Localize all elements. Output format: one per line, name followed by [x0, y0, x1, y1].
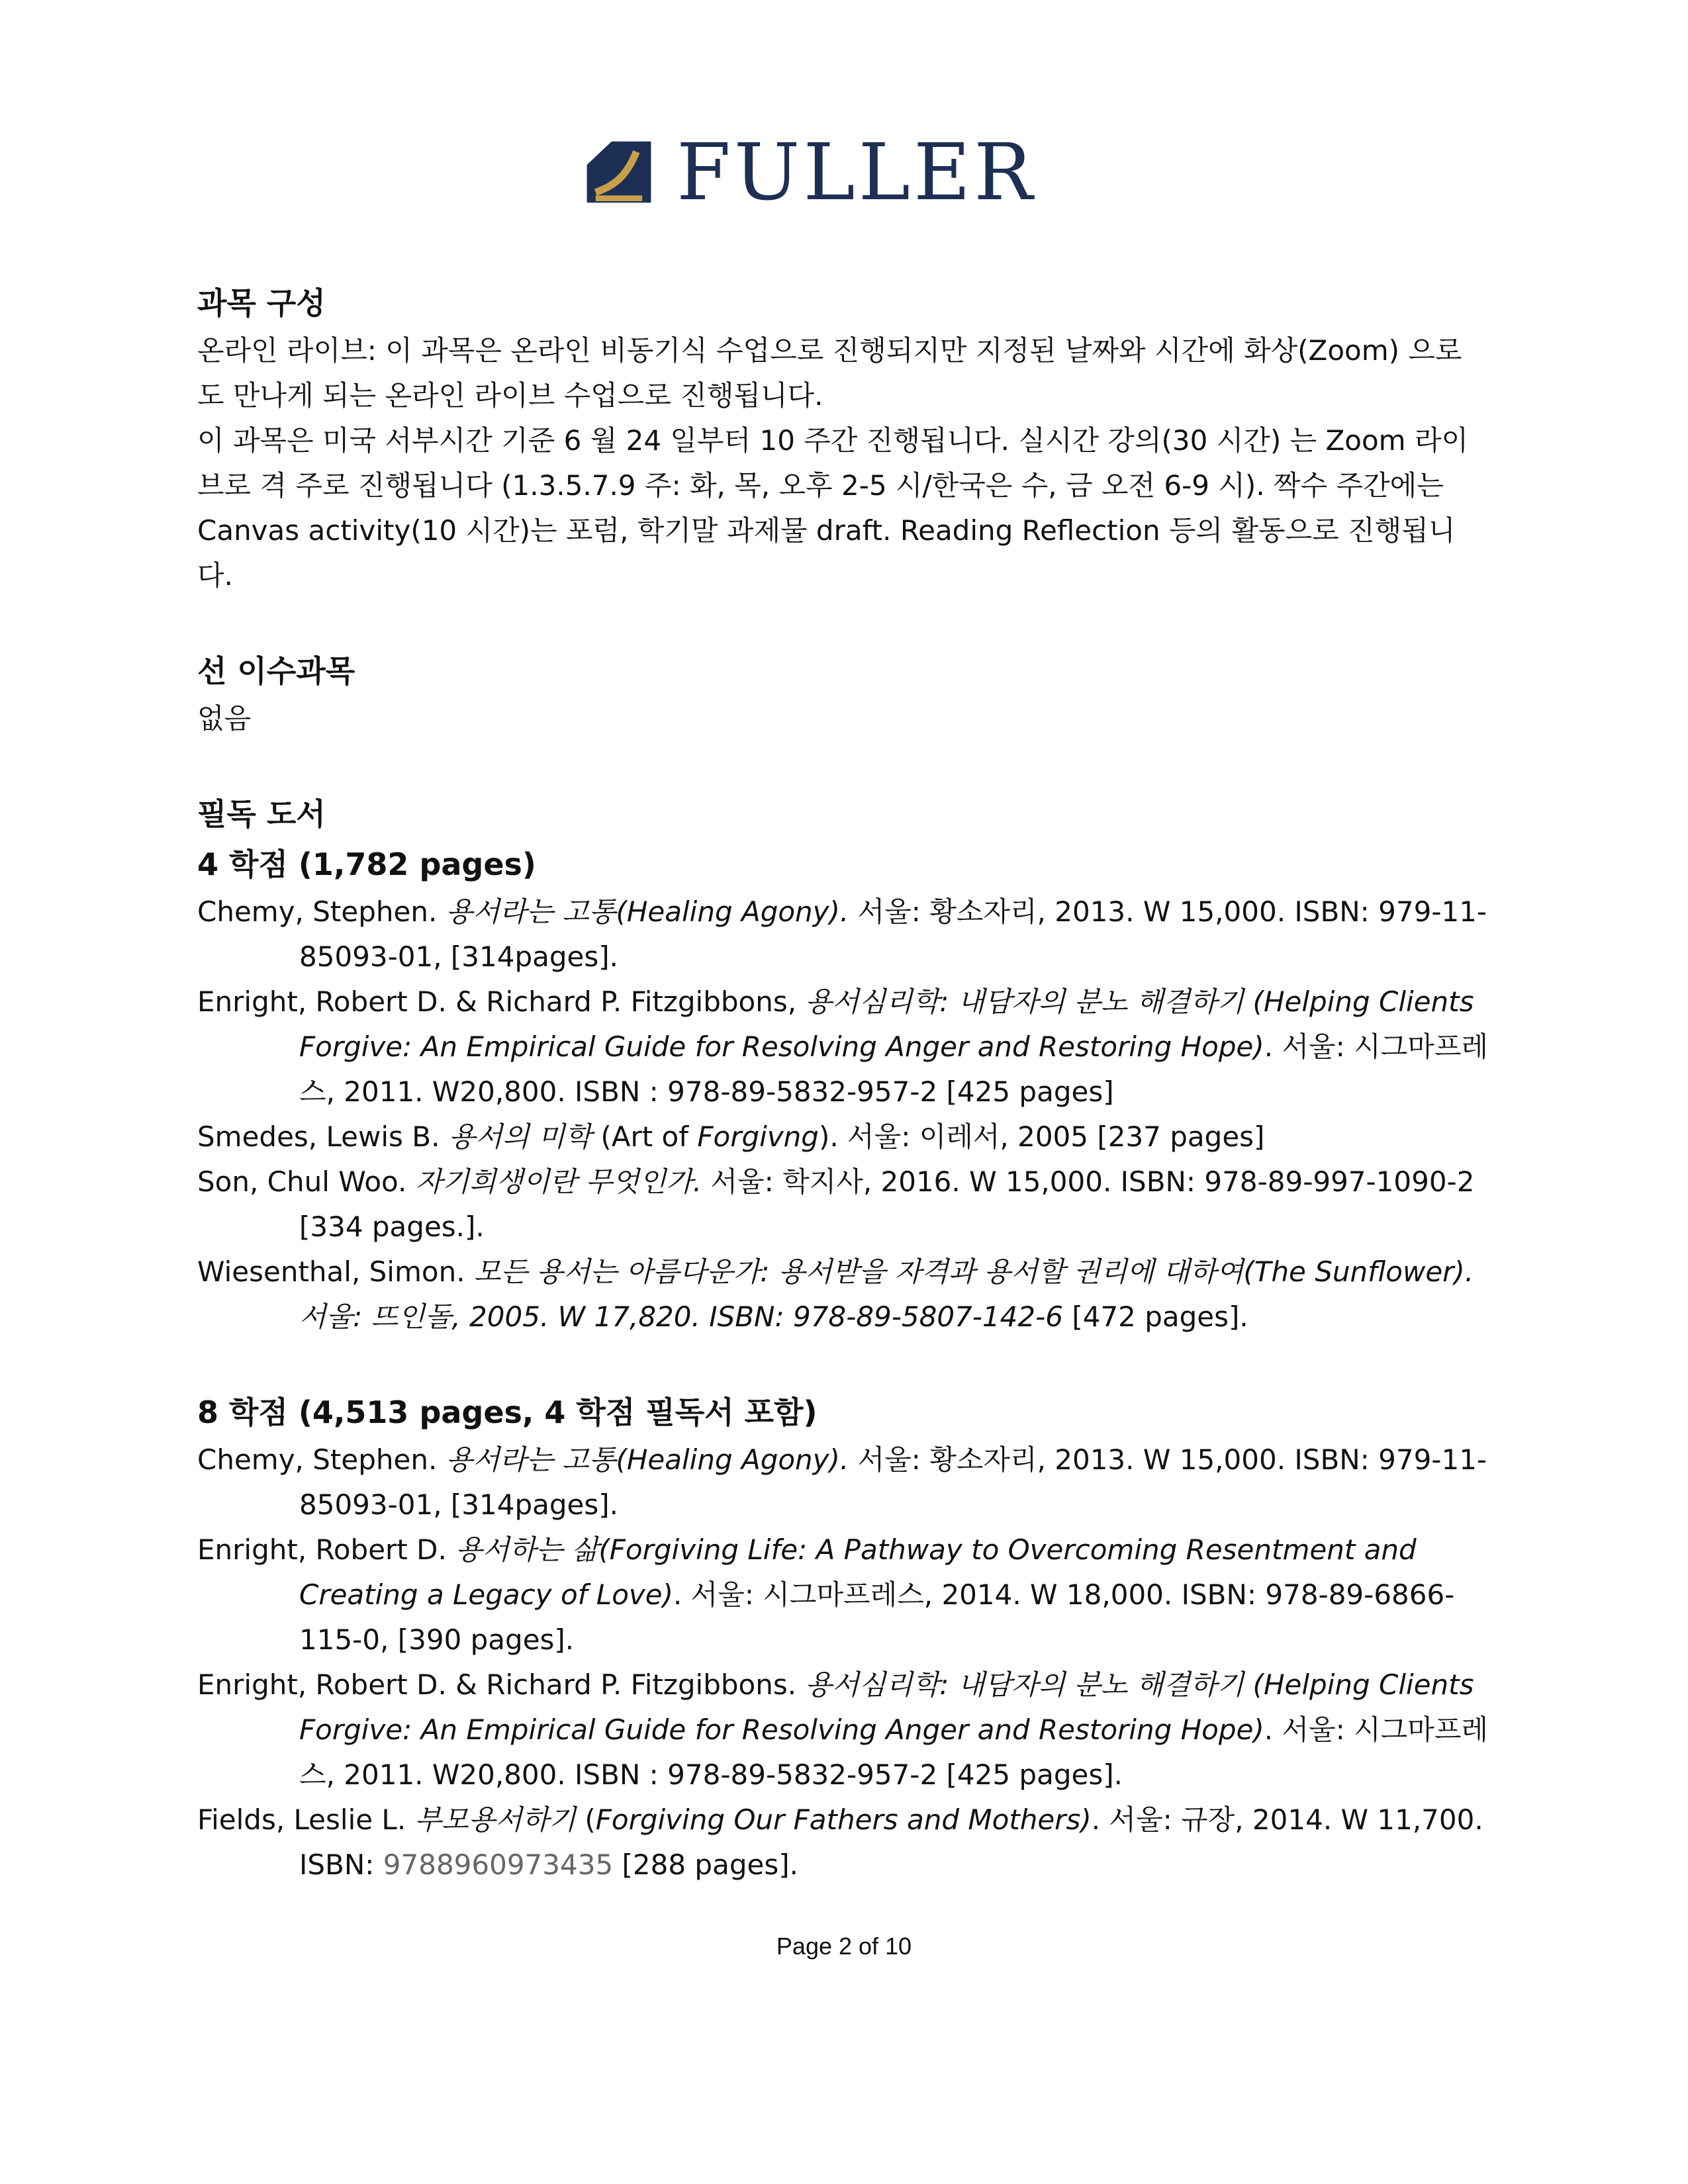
- reference-entry: Enright, Robert D. & Richard P. Fitzgibbons, 용서심리학: 내담자의 분노 해결하기 (Helping Clients Forgive: An Empirical Guide for Resolving Anger and Restoring Hope). 서울: 시그마프레스, 2011. W20,800. ISBN : 978-89-5832-957-2 [425 pages]: [197, 985, 1488, 1108]
- prerequisites-text: 없음: [197, 702, 252, 735]
- required-reading-heading: 필독 도서: [197, 796, 326, 832]
- reference-entry: Chemy, Stephen. 용서라는 고통(Healing Agony). 서울: 황소자리, 2013. W 15,000. ISBN: 979-11-85093-01, [314pages].: [197, 895, 1487, 973]
- isbn-link[interactable]: 9788960973435: [383, 1848, 614, 1881]
- logo-wordmark: FULLER: [677, 126, 1037, 218]
- fuller-emblem-icon: [583, 136, 655, 208]
- course-format-heading: 과목 구성: [197, 285, 326, 321]
- prerequisites-heading: 선 이수과목: [197, 653, 355, 689]
- page-content: [197, 278, 1488, 1888]
- course-format-paragraph-2: 이 과목은 미국 서부시간 기준 6 월 24 일부터 10 주간 진행됩니다. 실시간 강의(30 시간) 는 Zoom 라이브로 격 주로 진행됩니다 (1.3.5.7.9 주: 화, 목, 오후 2-5 시/한국은 수, 금 오전 6-9 시). 짝수 주간에는 Canvas activity(10 시간)는 포럼, 학기말 과제물 draft. Reading Reflection 등의 활동으로 진행됩니다.: [197, 424, 1469, 592]
- reference-entry: Enright, Robert D. 용서하는 삶(Forgiving Life: A Pathway to Overcoming Resentment and Creating a Legacy of Love). 서울: 시그마프레스, 2014. W 18,000. ISBN: 978-89-6866-115-0, [390 pages].: [197, 1533, 1455, 1656]
- reference-entry: Wiesenthal, Simon. 모든 용서는 아름다운가: 용서받을 자격과 용서할 권리에 대하여(The Sunflower). 서울: 뜨인돌, 2005. W 17,820. ISBN: 978-89-5807-142-6 [472 pages].: [197, 1255, 1474, 1333]
- eight-credit-heading: 8 학점 (4,513 pages, 4 학점 필독서 포함): [197, 1394, 818, 1430]
- course-format-paragraph-1: 온라인 라이브: 이 과목은 온라인 비동기식 수업으로 진행되지만 지정된 날짜와 시간에 화상(Zoom) 으로도 만나게 되는 온라인 라이브 수업으로 진행됩니다.: [197, 334, 1462, 412]
- fuller-logo: [583, 126, 1112, 218]
- page-number: Page 2 of 10: [776, 1933, 912, 1960]
- reference-entry: Chemy, Stephen. 용서라는 고통(Healing Agony). 서울: 황소자리, 2013. W 15,000. ISBN: 979-11-85093-01, [314pages].: [197, 1443, 1487, 1521]
- reference-entry: Smedes, Lewis B. 용서의 미학 (Art of Forgivng). 서울: 이레서, 2005 [237 pages]: [197, 1120, 1265, 1153]
- reference-entry: Son, Chul Woo. 자기희생이란 무엇인가. 서울: 학지사, 2016. W 15,000. ISBN: 978-89-997-1090-2 [334 pages.].: [197, 1165, 1475, 1243]
- four-credit-heading: 4 학점 (1,782 pages): [197, 846, 536, 882]
- reference-entry: Enright, Robert D. & Richard P. Fitzgibbons. 용서심리학: 내담자의 분노 해결하기 (Helping Clients Forgive: An Empirical Guide for Resolving Anger and Restoring Hope). 서울: 시그마프레스, 2011. W20,800. ISBN : 978-89-5832-957-2 [425 pages].: [197, 1668, 1488, 1791]
- reference-entry: Fields, Leslie L. 부모용서하기 (Forgiving Our Fathers and Mothers). 서울: 규장, 2014. W 11,700. ISBN: 9788960973435 [288 pages].: [197, 1803, 1483, 1881]
